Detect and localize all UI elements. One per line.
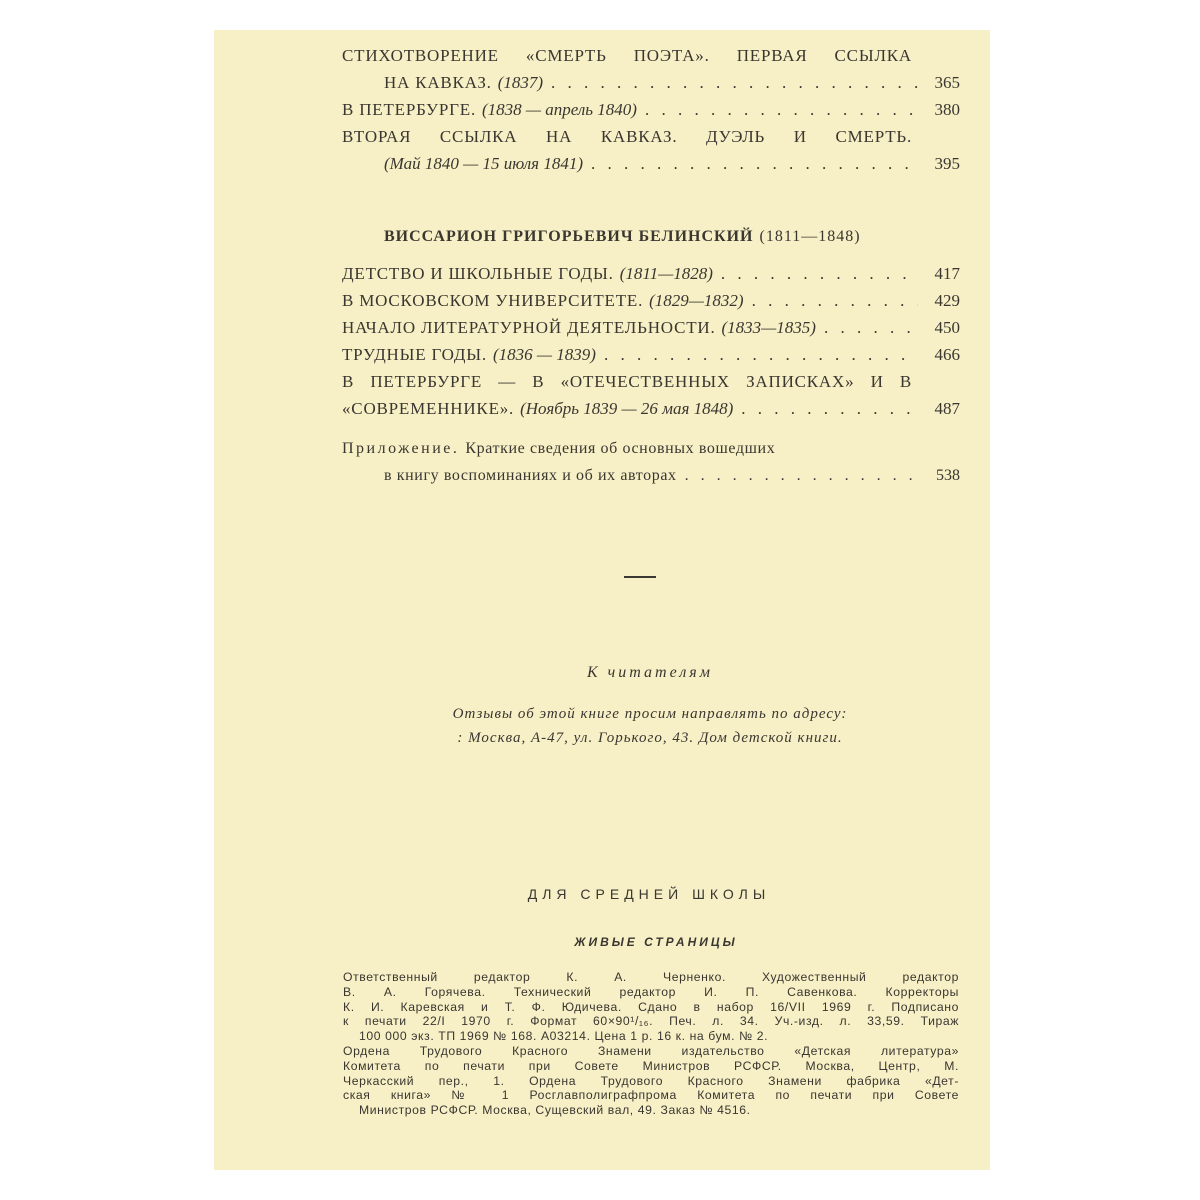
toc-entry [342,467,960,494]
toc-entry [342,372,960,399]
toc-entry [342,318,960,345]
readers-line: Отзывы об этой книге просим направлять по адресу: [452,706,848,722]
appendix-entry [342,440,960,494]
imprint-line: ская книга» № 1 Росглавполиграфпрома Комитета по печати при Совете [343,1088,959,1103]
leader-dots [604,345,918,365]
toc-entry-dates: (1838 — апрель 1840) [482,100,637,119]
imprint-line: Черкасский пер., 1. Ордена Трудового Красного Знамени фабрика «Дет- [343,1073,959,1088]
toc-belinsky [342,264,960,426]
toc-entry-title: ВТОРАЯ ССЫЛКА НА КАВКАЗ. ДУЭЛЬ И СМЕРТЬ. [342,127,912,146]
toc-entry-page: 429 [934,291,960,310]
toc-entry-page: 417 [934,264,960,283]
toc-entry-title: ТРУДНЫЕ ГОДЫ. [342,345,487,364]
toc-entry-title: НА КАВКАЗ. [384,73,492,92]
toc-entry-dates: (1837) [497,73,544,92]
leader-dots [741,399,918,419]
appendix-label: Приложение. [342,440,460,457]
section-heading-name: ВИССАРИОН ГРИГОРЬЕВИЧ БЕЛИНСКИЙ [384,228,754,245]
toc-entry-page: 538 [936,467,960,484]
toc-entry-page: 466 [934,345,960,364]
toc-entry-title: СТИХОТВОРЕНИЕ «СМЕРТЬ ПОЭТА». ПЕРВАЯ ССЫЛКА [342,46,912,65]
toc-entry [342,127,960,154]
imprint-line: к печати 22/I 1970 г. Формат 60×90¹/₁₆. Печ. л. 34. Уч.-изд. л. 33,59. Тираж [343,1014,959,1029]
imprint-line: 100 000 экз. ТП 1969 № 168. А03214. Цена 1 р. 16 к. на бум. № 2. [359,1029,769,1044]
toc-entry-title: ДЕТСТВО И ШКОЛЬНЫЕ ГОДЫ. [342,264,614,283]
toc-entry [342,46,960,73]
leader-dots [721,264,918,284]
leader-dots [824,318,918,338]
toc-entry-title: НАЧАЛО ЛИТЕРАТУРНОЙ ДЕЯТЕЛЬНОСТИ. [342,318,716,337]
readers-line: : Москва, А-47, ул. Горького, 43. Дом детской книги. [457,730,843,746]
toc-entry [342,154,960,181]
toc-entry [342,399,960,426]
toc-entry-page: 365 [934,73,960,92]
leader-dots [551,73,918,93]
leader-dots [591,154,918,174]
toc-entry-dates: (Май 1840 — 15 июля 1841) [384,154,583,173]
toc-entry-dates: (1829—1832) [649,291,744,310]
imprint-line: Министров РСФСР. Москва, Сущевский вал, 49. Заказ № 4516. [359,1103,751,1118]
audience-label: ДЛЯ СРЕДНЕЙ ШКОЛЫ [527,886,771,902]
imprint-line: Комитета по печати при Совете Министров РСФСР. Москва, Центр, М. [343,1058,959,1073]
toc-top [342,46,960,181]
toc-entry-title: В ПЕТЕРБУРГЕ — В «ОТЕЧЕСТВЕННЫХ ЗАПИСКАХ» И В [342,372,912,391]
readers-heading: К читателям [587,664,713,681]
toc-entry-dates: (1833—1835) [721,318,816,337]
imprint-line: В. А. Горячева. Технический редактор И. П. Савенкова. Корректоры [343,984,959,999]
toc-entry-title: В ПЕТЕРБУРГЕ. [342,100,476,119]
appendix-text: в книгу воспоминаниях и об их авторах [384,467,677,484]
toc-entry-page: 450 [934,318,960,337]
section-heading-years: (1811—1848) [759,228,861,245]
series-title: ЖИВЫЕ СТРАНИЦЫ [574,935,738,949]
toc-entry-title: «СОВРЕМЕННИКЕ». [342,399,515,418]
imprint-line: К. И. Каревская и Т. Ф. Юдичева. Сдано в набор 16/VII 1969 г. Подписано [343,999,959,1014]
toc-entry-page: 380 [934,100,960,119]
toc-entry [342,264,960,291]
appendix-text: Краткие сведения об основных вошедших [465,440,776,457]
leader-dots [752,291,918,311]
toc-entry [342,440,960,467]
leader-dots [685,467,918,485]
toc-entry [342,291,960,318]
toc-entry [342,100,960,127]
toc-entry-page: 487 [934,399,960,418]
toc-entry-page: 395 [934,154,960,173]
imprint [343,970,959,1118]
toc-entry-dates: (1811—1828) [619,264,713,283]
imprint-line: Ответственный редактор К. А. Черненко. Художественный редактор [343,970,959,984]
readers-notice [390,702,910,750]
toc-entry [342,73,960,100]
leader-dots [645,100,918,120]
imprint-line: Ордена Трудового Красного Знамени издательство «Детская литература» [343,1043,959,1058]
toc-entry [342,345,960,372]
section-heading [384,228,861,246]
divider [624,576,656,578]
toc-entry-dates: (1836 — 1839) [492,345,596,364]
toc-entry-title: В МОСКОВСКОМ УНИВЕРСИТЕТЕ. [342,291,644,310]
toc-entry-dates: (Ноябрь 1839 — 26 мая 1848) [520,399,734,418]
